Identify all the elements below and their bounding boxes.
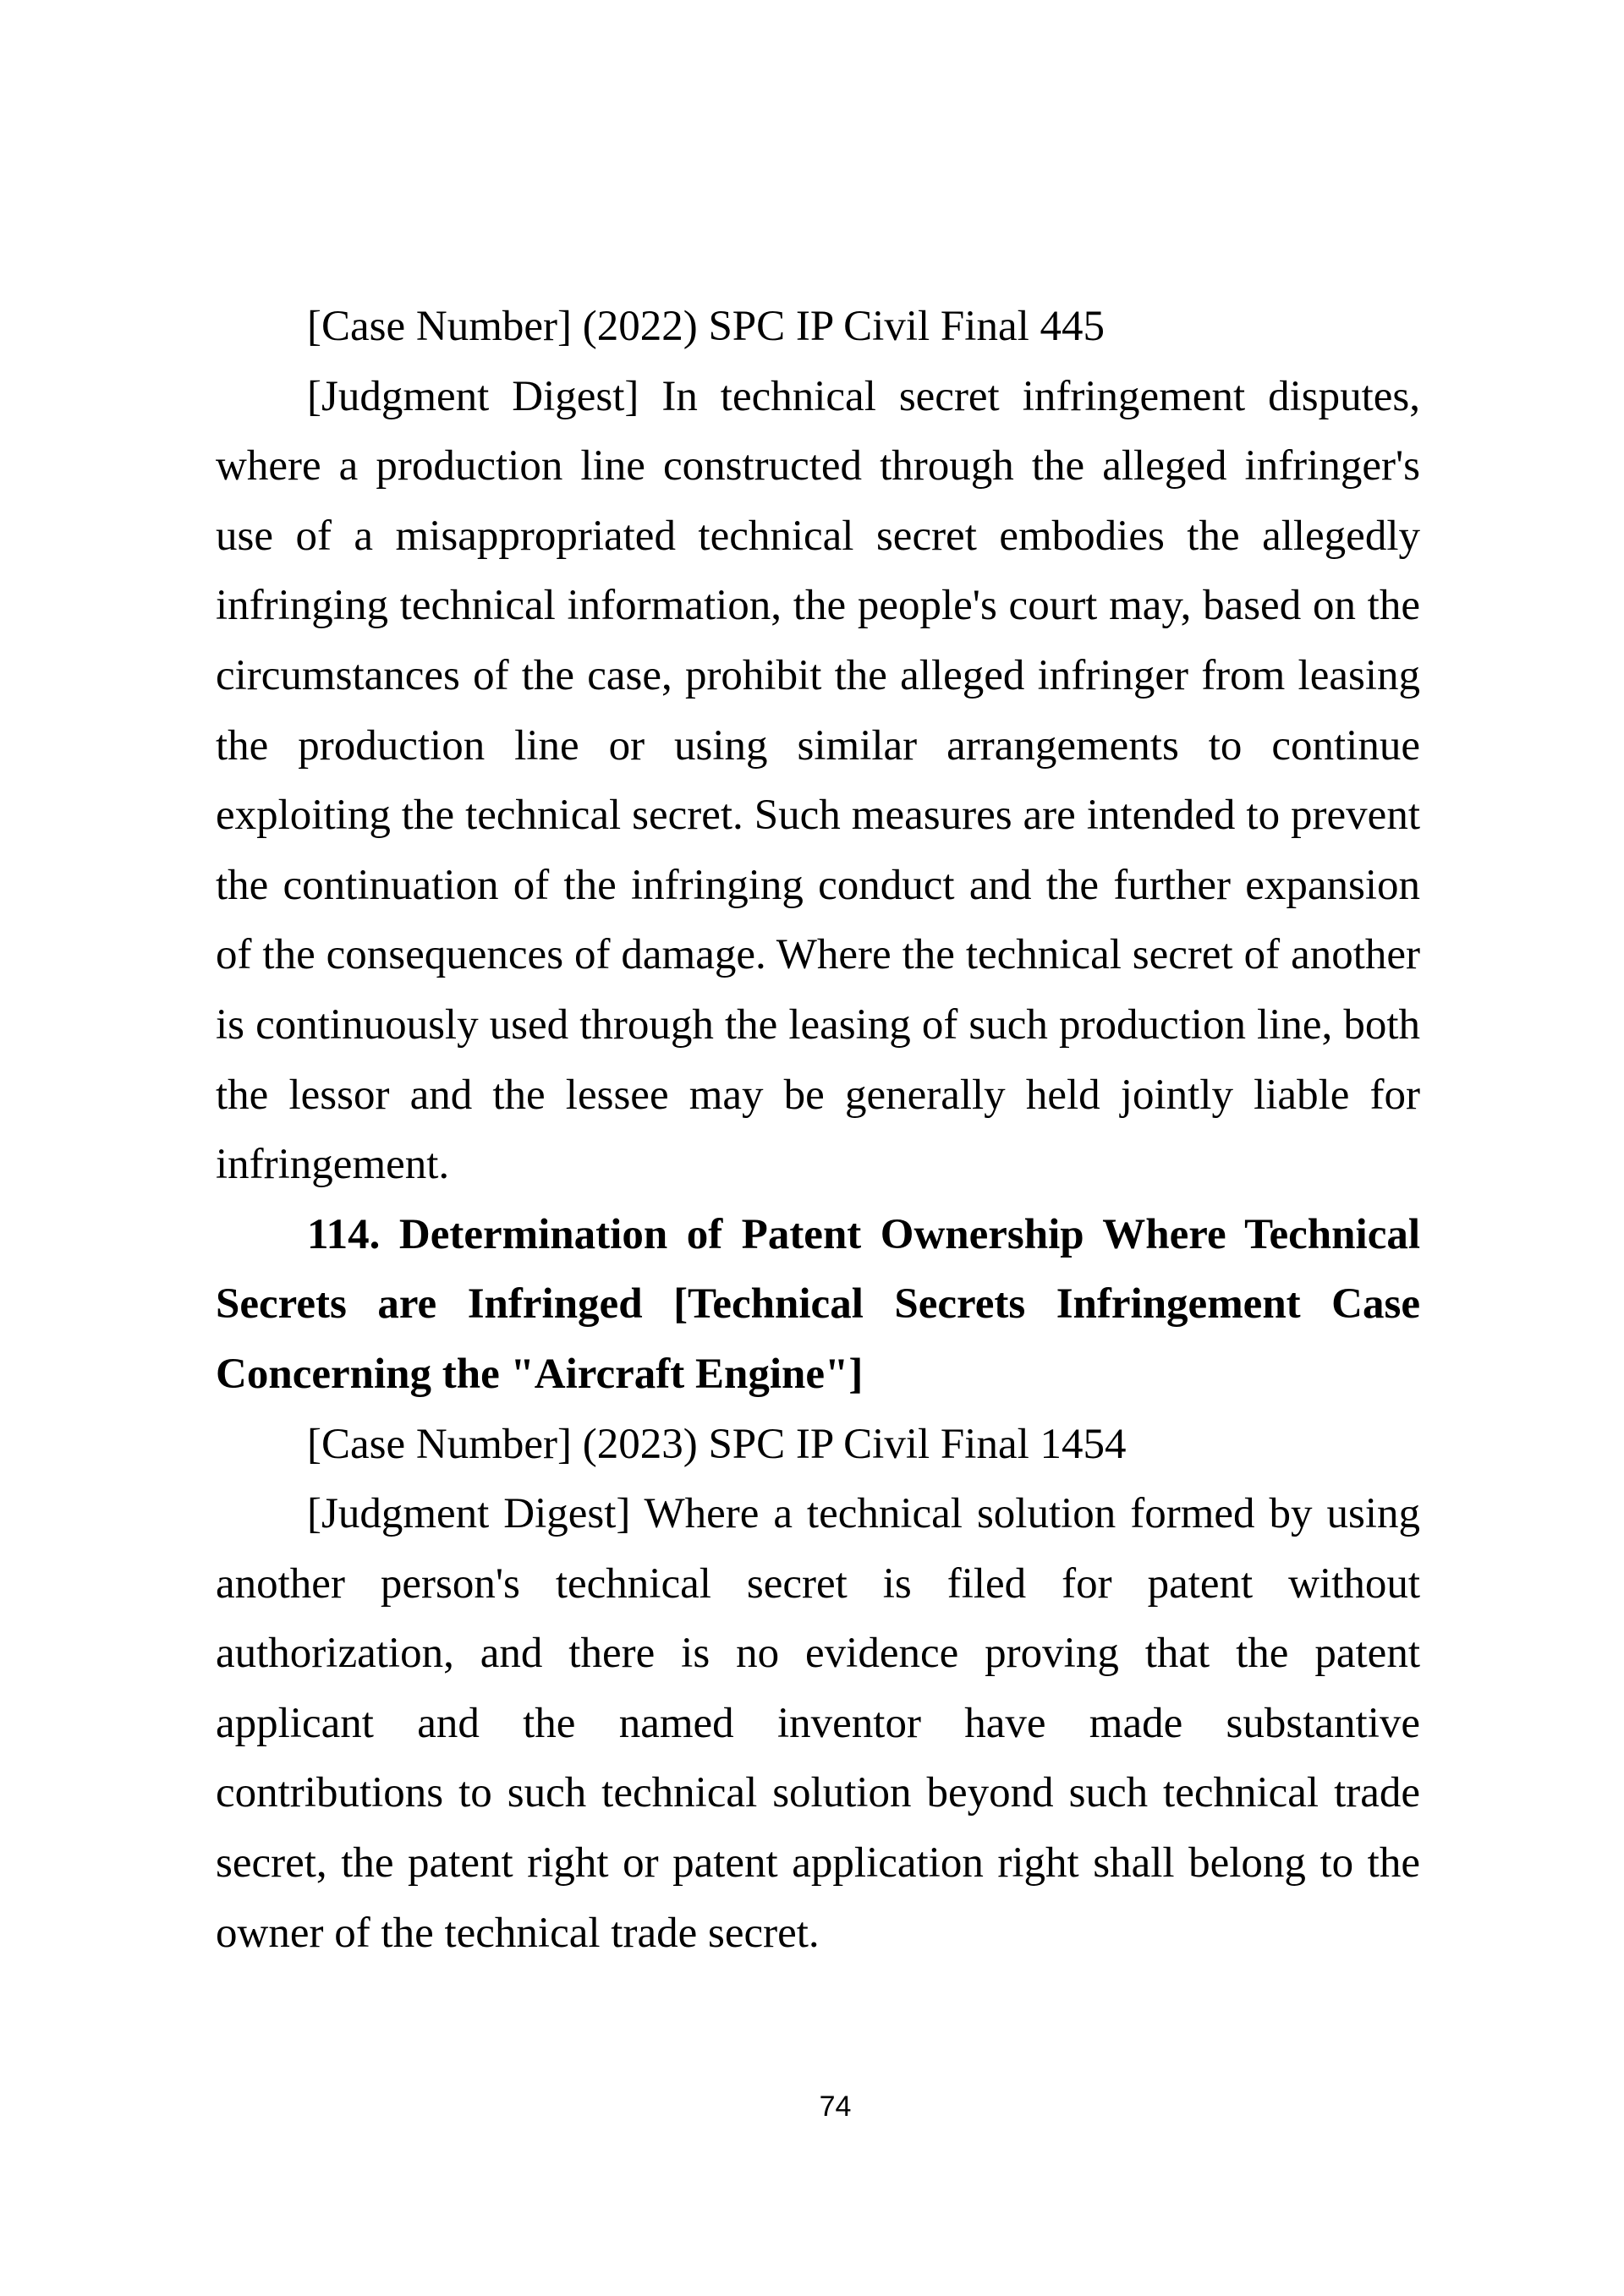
page-number: 74 bbox=[819, 2091, 852, 2123]
paragraph-case-number-2022: [Case Number] (2022) SPC IP Civil Final 445 bbox=[307, 303, 1106, 350]
heading-case-114: 114. Determination of Patent Ownership Where Technical Secrets are Infringed [Technical Secrets Infringement Case Concerning the "Aircraft Engine"] bbox=[216, 1210, 1420, 1398]
paragraph-judgment-digest-2023: [Judgment Digest] Where a technical solution formed by using another person's technical secret is filed for patent without authorization, and there is no evidence proving that the patent applicant and the named inventor have made substantive contributions to such technical solution beyond such technical trade secret, the patent right or patent application right shall belong to the owner of the technical trade secret. bbox=[216, 1490, 1420, 1957]
paragraph-judgment-digest-2022: [Judgment Digest] In technical secret infringement disputes, where a production line constructed through the alleged infringer's use of a misappropriated technical secret embodies the allegedly infringing technical information, the people's court may, based on the circumstances of the case, prohibit the alleged infringer from leasing the production line or using similar arrangements to continue exploiting the technical secret. Such measures are intended to prevent the continuation of the infringing conduct and the further expansion of the consequences of damage. Where the technical secret of another is continuously used through the leasing of such production line, both the lessor and the lessee may be generally held jointly liable for infringement. bbox=[216, 372, 1420, 1189]
paragraph-case-number-2023: [Case Number] (2023) SPC IP Civil Final 1454 bbox=[307, 1420, 1127, 1468]
document-body bbox=[216, 292, 1420, 1968]
